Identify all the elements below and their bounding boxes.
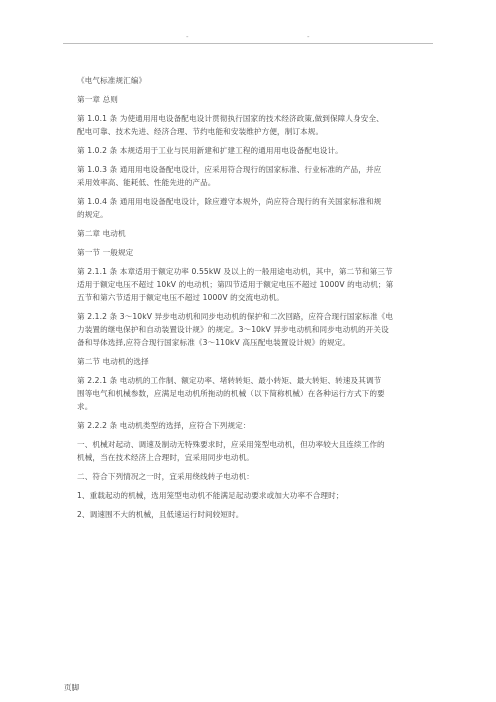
header-mark-left: - xyxy=(186,33,189,41)
list-item: 二、符合下列情况之一时，宜采用绕线转子电动机： xyxy=(77,472,254,481)
article-text: 采用效率高、能耗低、性能先进的产品。 xyxy=(77,178,216,187)
article-text: 五节和第六节适用于额定电压不超过 1000V 的交流电动机。 xyxy=(77,293,285,302)
article-text: 备和导体选择,应符合现行国家标准《3～110kV 高压配电装置设计规》的规定。 xyxy=(77,338,351,347)
article-text: 的规定。 xyxy=(77,210,108,219)
article-text: 适用于额定电压不超过 10kV 的电动机；第四节适用于额定电压不超过 1000V 的电动机；第 xyxy=(77,280,394,289)
list-item: 一、机械对起动、调速及制动无特殊要求时，应采用笼型电动机，但功率较大且连续工作的 xyxy=(77,440,385,449)
article-text: 求。 xyxy=(77,402,93,411)
header-mark-right: - xyxy=(307,33,310,41)
article-text: 力装置的继电保护和自动装置设计规》的规定。3～10kV 异步电动机和同步电动机的开关设 xyxy=(77,325,389,334)
document-body xyxy=(77,74,427,521)
section-heading: 第一节 一般规定 xyxy=(77,248,134,257)
article-text: 第 2.1.2 条 3～10kV 异步电动机和同步电动机的保护和二次回路，应符合现行国家标准《电 xyxy=(77,312,394,321)
document-title: 《电气标准规汇编》 xyxy=(77,76,147,85)
list-item: 机械，当在技术经济上合理时，宜采用同步电动机。 xyxy=(77,453,254,462)
article-text: 围等电气和机械参数，应满足电动机所拖动的机械（以下简称机械）在各种运行方式下的要 xyxy=(77,389,385,398)
article-text: 第 2.2.2 条 电动机类型的选择，应符合下列规定： xyxy=(77,421,251,430)
page-header xyxy=(0,33,496,43)
article-text: 配电可靠、技术先进、经济合理、节约电能和安装维护方便，制订本规。 xyxy=(77,127,324,136)
article-text: 第 2.2.1 条 电动机的工作制、额定功率、堵转转矩、最小转矩、最大转矩、转速及其调节 xyxy=(77,376,382,385)
header-rule xyxy=(63,43,433,44)
article-text: 第 1.0.2 条 本规适用于工业与民用新建和扩建工程的通用用电设备配电设计。 xyxy=(77,146,343,155)
section-heading: 第二节 电动机的选择 xyxy=(77,357,149,366)
article-text: 第 1.0.4 条 通用用电设备配电设计，除应遵守本规外，尚应符合现行的有关国家标准和规 xyxy=(77,197,382,206)
article-text: 第 1.0.3 条 通用用电设备配电设计，应采用符合现行的国家标准、行业标准的产品，并应 xyxy=(77,165,382,174)
article-text: 第 1.0.1 条 为使通用用电设备配电设计贯彻执行国家的技术经济政策,做到保障人身安全、 xyxy=(77,114,384,123)
list-item: 1、重载起动的机械，选用笼型电动机不能满足起动要求或加大功率不合理时； xyxy=(77,491,344,500)
page-footer: 页脚 xyxy=(64,683,80,692)
list-item: 2、调速围不大的机械，且低速运行时间较短时。 xyxy=(77,510,244,519)
chapter-heading: 第二章 电动机 xyxy=(77,229,126,238)
article-text: 第 2.1.1 条 本章适用于额定功率 0.55kW 及以上的一般用途电动机，其中，第二节和第三节 xyxy=(77,267,393,276)
chapter-heading: 第一章 总则 xyxy=(77,95,118,104)
